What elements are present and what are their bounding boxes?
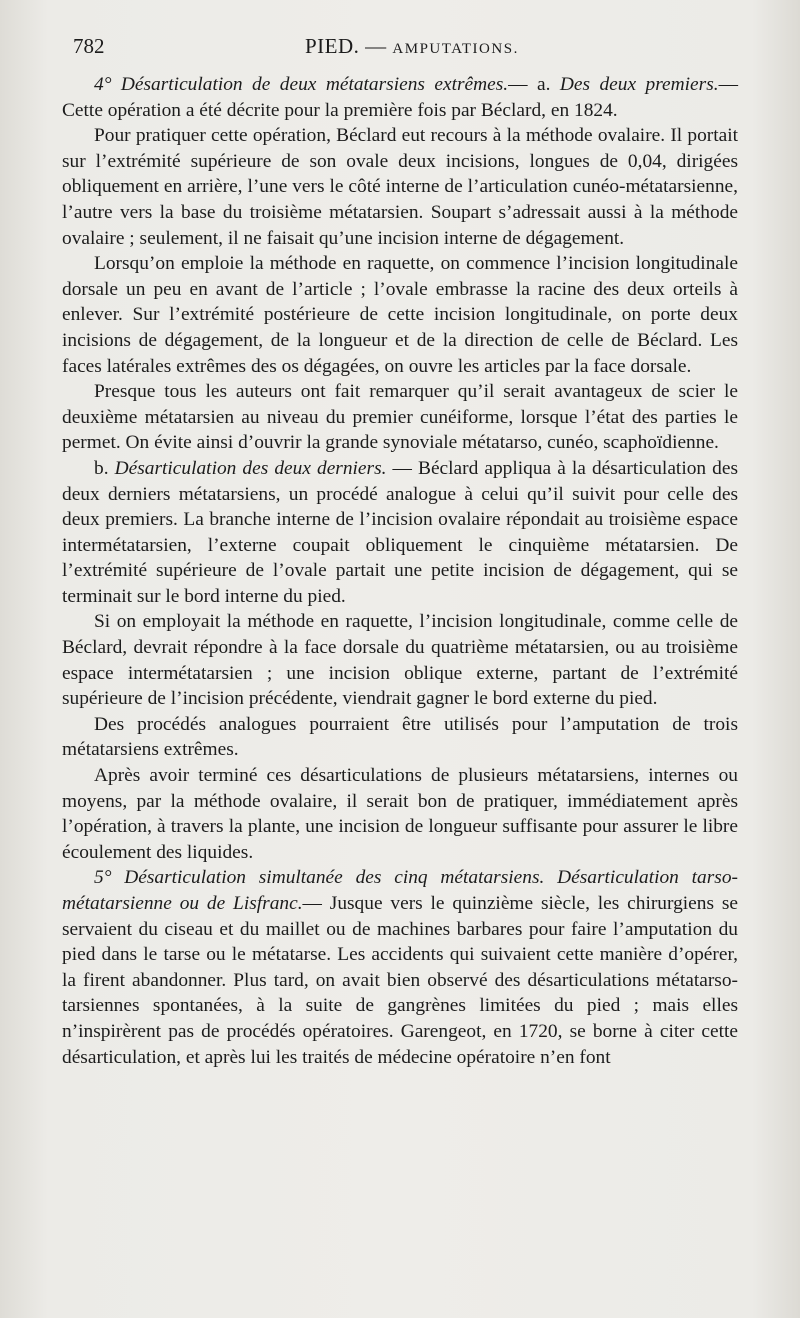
running-title-dash: — — [359, 34, 393, 58]
subsection-heading-a: Des deux premiers. — [559, 74, 719, 95]
paragraph-6: Si on employait la méthode en raquette, l’incision longitudinale, comme celle de Béclard, devrait répondre à la face dorsale du quatrième métatarsien, ou au troisième espace intermétatarsien ; une incision oblique externe, partant de l’extrémité supérieure de l’incision précédente, viendrait gagner le bord externe du pied. — [62, 611, 738, 710]
paragraph-7: Des procédés analogues pourraient être utilisés pour l’amputation de trois métatarsiens extrêmes. — [62, 713, 738, 761]
subsection-heading-b: Désarticulation des deux derniers. — [114, 457, 387, 479]
section-heading-4: 4° Désarticulation de deux métatarsiens extrêmes. — [94, 74, 509, 95]
paragraph-9 — [62, 865, 738, 1070]
paragraph-5 — [62, 456, 738, 610]
running-title-main: PIED. — [305, 34, 360, 58]
paragraph-1-text: — Cette opération a été décrite pour la première fois par Béclard, en 1824. — [62, 74, 738, 121]
body-text — [62, 72, 738, 1070]
page-number: 782 — [73, 34, 105, 58]
paragraph-9-text: — Jusque vers le quinzième siècle, les chirurgiens se servaient du ciseau et du maillet ou de machines barbares pour faire l’amputation du pied dans le tarse ou le métatarse. Les accidents qui suivaient cette manière d’opérer, la firent abandonner. Plus tard, on avait bien observé des désarticulations métatarso-tarsiennes spontanées, à la suite de gangrènes limitées du pied ; mais elles n’inspirèrent pas de procédés opératoires. Garengeot, en 1720, se borne à citer cette désarticulation, et après lui les traités de médecine opératoire n’en font — [62, 893, 738, 1068]
paragraph-5-lead: b. — [94, 457, 115, 479]
section-heading-5: 5° Désarticulation simultanée des cinq métatarsiens. Désarticulation tarso-métatarsienne ou de Lisfranc. — [62, 867, 738, 914]
paragraph-1-dash: — a. — [508, 74, 560, 95]
paragraph-4: Presque tous les auteurs ont fait remarquer qu’il serait avantageux de scier le deuxième métatarsien au niveau du premier cunéiforme, lorsque l’état des parties le permet. On évite ainsi d’ouvrir la grande synoviale métatarso, cunéo, scaphoïdienne. — [62, 381, 738, 454]
running-title-subtitle: AMPUTATIONS. — [392, 41, 519, 57]
paragraph-5-text: — Béclard appliqua à la désarticulation des deux derniers métatarsiens, un procédé analogue à celui qu’il suivit pour celle des deux premiers. La branche interne de l’incision ovalaire répondait au troisième espace intermétatarsien, l’externe coupait obliquement le cinquième métatarsien. De l’extrémité supérieure de l’ovale partait une petite incision de dégagement, qui se terminait sur le bord interne du pied. — [62, 457, 739, 607]
paragraph-3: Lorsqu’on emploie la méthode en raquette, on commence l’incision longitudinale dorsale un peu en avant de l’article ; l’ovale embrasse la racine des deux orteils à enlever. Sur l’extrémité postérieure de cette incision longitudinale, on porte deux incisions de dégagement, de la longueur et de la direction de celle de Béclard. Les faces latérales extrêmes des os dégagées, on ouvre les articles par la face dorsale. — [62, 253, 738, 377]
paragraph-1 — [62, 72, 738, 123]
running-head — [73, 34, 738, 64]
paragraph-2: Pour pratiquer cette opération, Béclard eut recours à la méthode ovalaire. Il portait sur l’extrémité supérieure de son ovale deux incisions, longues de 0,04, dirigées obliquement en arrière, l’une vers le côté interne de l’articulation cunéo-métatarsienne, l’autre vers la base du troisième métatarsien. Soupart s’adressait aussi à la méthode ovalaire ; seulement, il ne faisait qu’une incision interne de dégagement. — [62, 125, 738, 249]
running-title — [305, 34, 519, 59]
paragraph-8: Après avoir terminé ces désarticulations de plusieurs métatarsiens, internes ou moyens, par la méthode ovalaire, il serait bon de pratiquer, immédiatement après l’opération, à travers la plante, une incision de longueur suffisante pour assurer le libre écoulement des liquides. — [62, 765, 738, 863]
